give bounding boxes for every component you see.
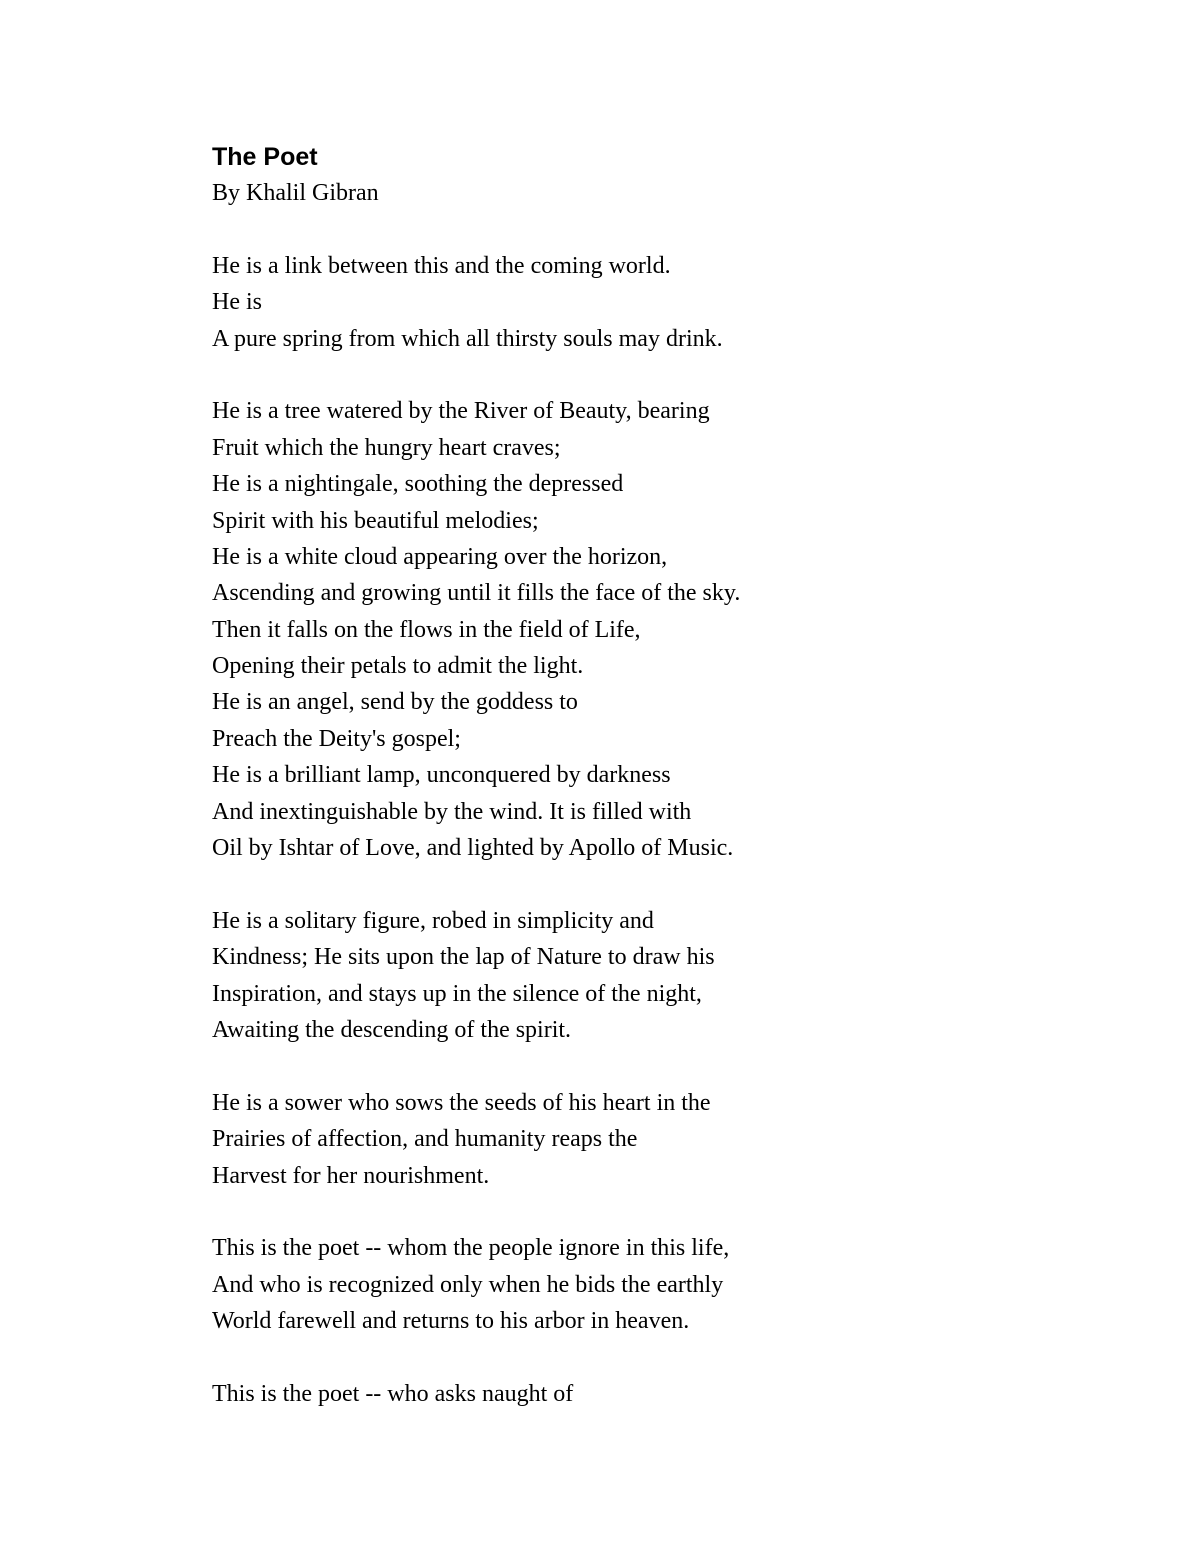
poem-line: He is a nightingale, soothing the depressed <box>212 471 624 498</box>
poem-line: Prairies of affection, and humanity reaps the <box>212 1126 638 1153</box>
poem-line: And inextinguishable by the wind. It is filled with <box>212 798 692 825</box>
poem-line: He is a tree watered by the River of Beauty, bearing <box>212 398 710 425</box>
stanza-5 <box>212 1230 1112 1339</box>
poem-line: Ascending and growing until it fills the face of the sky. <box>212 580 741 607</box>
poem-line: He is an angel, send by the goddess to <box>212 689 578 716</box>
poem-title: The Poet <box>212 143 318 171</box>
poem-line: He is a white cloud appearing over the horizon, <box>212 543 668 570</box>
poem-line: Then it falls on the flows in the field of Life, <box>212 616 641 643</box>
poem-line: Opening their petals to admit the light. <box>212 653 584 680</box>
poem-line: He is a sower who sows the seeds of his heart in the <box>212 1089 711 1116</box>
poem-line: He is a link between this and the coming world. <box>212 252 671 279</box>
poem-line: Harvest for her nourishment. <box>212 1162 490 1189</box>
stanza-4 <box>212 1085 1112 1194</box>
poem-line: Spirit with his beautiful melodies; <box>212 507 539 534</box>
stanza-6 <box>212 1376 1112 1412</box>
poem-line: Fruit which the hungry heart craves; <box>212 434 561 461</box>
poem-line: Inspiration, and stays up in the silence of the night, <box>212 980 702 1007</box>
poem-line: Kindness; He sits upon the lap of Nature to draw his <box>212 944 715 971</box>
poem-line: And who is recognized only when he bids the earthly <box>212 1271 724 1298</box>
poem-line: He is a solitary figure, robed in simplicity and <box>212 907 654 934</box>
poem-line: Preach the Deity's gospel; <box>212 725 461 752</box>
poem-line: He is a brilliant lamp, unconquered by darkness <box>212 762 671 789</box>
poem-line: A pure spring from which all thirsty souls may drink. <box>212 325 723 352</box>
stanza-2 <box>212 393 1112 866</box>
poem-line: World farewell and returns to his arbor in heaven. <box>212 1308 690 1335</box>
poem-author: By Khalil Gibran <box>212 180 379 206</box>
poem-line: Oil by Ishtar of Love, and lighted by Apollo of Music. <box>212 835 734 862</box>
poem-line: This is the poet -- whom the people ignore in this life, <box>212 1235 730 1262</box>
poem-content <box>212 139 1112 1412</box>
poem-line: Awaiting the descending of the spirit. <box>212 1016 572 1043</box>
poem-line: He is <box>212 289 262 316</box>
stanza-1 <box>212 248 1112 357</box>
stanza-3 <box>212 903 1112 1049</box>
poem-line: This is the poet -- who asks naught of <box>212 1380 574 1407</box>
